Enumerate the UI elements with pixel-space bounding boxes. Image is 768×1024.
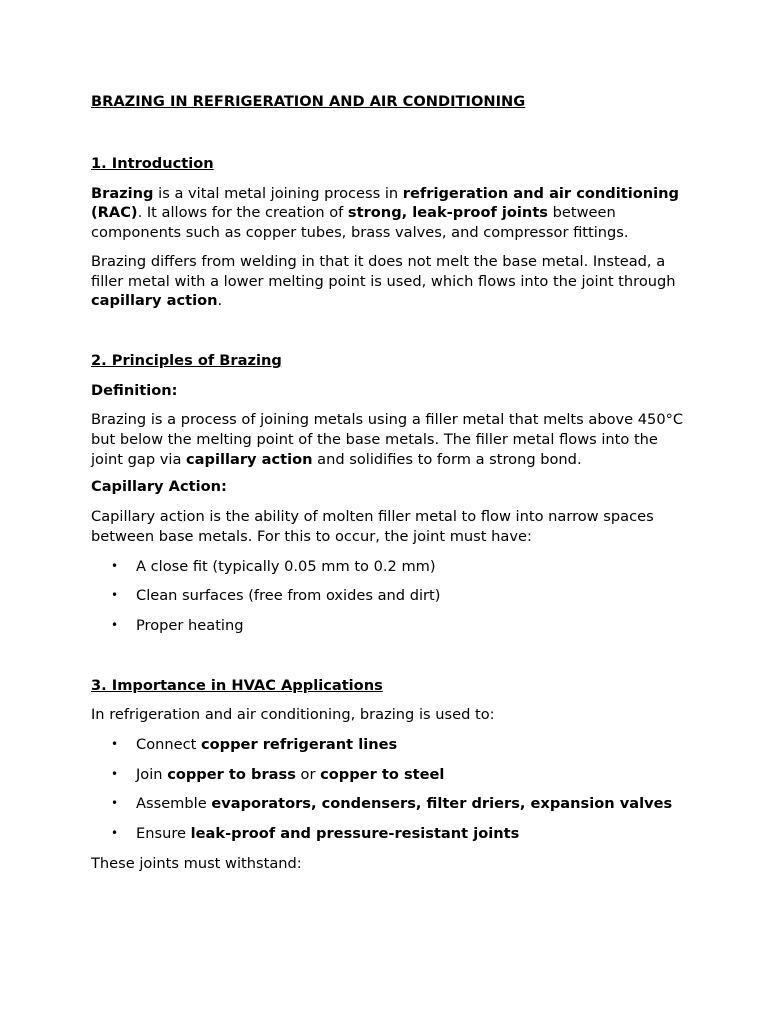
intro-paragraph-1: [91, 184, 691, 243]
text: Brazing differs from welding in that it does not melt the base metal. Instead, a filler metal with a lower melting point is used, which flows into the joint through: [91, 252, 676, 290]
document-page: [91, 92, 691, 874]
bold-text: evaporators, condensers, filter driers, expansion valves: [211, 795, 673, 813]
text: or: [295, 765, 321, 783]
bold-text: capillary action: [91, 292, 218, 310]
text: Ensure: [136, 825, 191, 843]
section-heading-principles: 2. Principles of Brazing: [91, 351, 282, 369]
definition-paragraph: [91, 410, 691, 469]
text: and solidifies to form a strong bond.: [312, 450, 582, 468]
bold-text: leak-proof and pressure-resistant joints: [190, 825, 520, 843]
text: Join: [136, 765, 168, 783]
intro-paragraph-2: [91, 252, 691, 311]
text: Assemble: [136, 795, 212, 813]
text: between components such as copper tubes, brass valves, and compressor fittings.: [91, 204, 629, 242]
text: . It allows for the creation of: [137, 204, 348, 222]
bold-text: Brazing: [91, 184, 154, 202]
capillary-requirements-list: [91, 557, 691, 636]
text: .: [217, 292, 223, 310]
bullet-icon: •: [111, 766, 119, 781]
bold-text: copper refrigerant lines: [200, 736, 398, 754]
subheading-definition: Definition:: [91, 381, 178, 399]
text: Connect: [136, 736, 201, 754]
bold-text: capillary action: [186, 450, 313, 468]
section-heading-introduction: 1. Introduction: [91, 155, 214, 172]
list-item-text: Clean surfaces (free from oxides and dirt): [136, 587, 441, 605]
subheading-capillary-action: Capillary Action:: [91, 478, 227, 496]
bold-text: copper to brass: [167, 765, 296, 783]
list-item: [91, 557, 691, 577]
bold-text: copper to steel: [320, 765, 445, 783]
list-item: [91, 735, 691, 755]
closing-paragraph: These joints must withstand:: [91, 854, 302, 872]
bold-text: strong, leak-proof joints: [347, 204, 548, 222]
list-item: [91, 616, 691, 636]
importance-intro: In refrigeration and air conditioning, brazing is used to:: [91, 706, 495, 724]
bullet-icon: •: [111, 796, 119, 811]
list-item-text: A close fit (typically 0.05 mm to 0.2 mm): [136, 557, 436, 575]
list-item: [91, 794, 691, 814]
section-heading-importance: 3. Importance in HVAC Applications: [91, 676, 383, 694]
list-item-text: Proper heating: [136, 616, 244, 634]
bullet-icon: •: [111, 588, 119, 603]
list-item: [91, 765, 691, 785]
capillary-paragraph: Capillary action is the ability of molten filler metal to flow into narrow spaces between base metals. For this to occur, the joint must have:: [91, 508, 654, 545]
bullet-icon: •: [111, 826, 119, 841]
bullet-icon: •: [111, 617, 119, 632]
bullet-icon: •: [111, 558, 119, 573]
bullet-icon: •: [111, 737, 119, 752]
importance-list: [91, 735, 691, 844]
document-title: BRAZING IN REFRIGERATION AND AIR CONDITIONING: [91, 93, 526, 110]
list-item: [91, 824, 691, 844]
bold-text: refrigeration and air conditioning (RAC): [91, 184, 679, 222]
text: is a vital metal joining process in: [153, 184, 403, 202]
list-item: [91, 586, 691, 606]
text: Brazing is a process of joining metals using a filler metal that melts above 450°C but below the melting point of the base metals. The filler metal flows into the joint gap via: [91, 411, 684, 468]
